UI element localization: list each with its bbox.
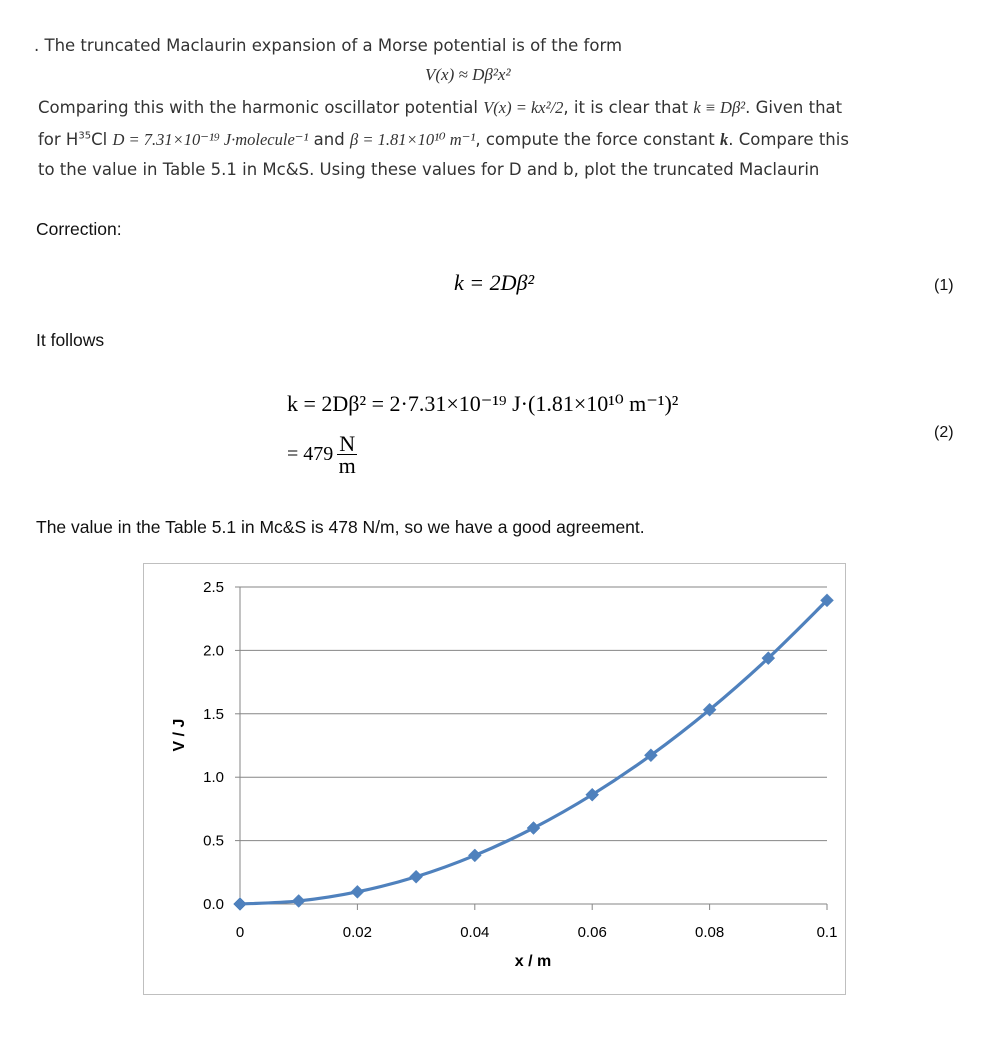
problem-line-3-text-f: , compute the force constant: [475, 130, 720, 149]
x-axis-label: x / m: [514, 953, 552, 970]
harmonic-potential-formula: V(x) = kx²/2: [483, 98, 564, 117]
unit-numerator: N: [339, 431, 356, 456]
problem-line-3-text-a: for H: [38, 130, 79, 149]
y-tick-label: 1.5: [203, 705, 224, 723]
y-tick-label: 0.0: [203, 896, 224, 913]
data-point-marker: [234, 898, 247, 911]
series-line: [240, 600, 827, 904]
equation-1: k = 2Dβ²: [454, 270, 535, 295]
data-point-marker: [292, 894, 305, 907]
x-tick-label: 0: [235, 924, 245, 941]
k-symbol: k: [719, 130, 729, 149]
y-tick-label: 1.0: [203, 769, 224, 787]
y-tick-label: 0.5: [203, 832, 224, 850]
problem-line-2-text-c: , it is clear that: [563, 98, 694, 117]
conclusion-text: The value in the Table 5.1 in Mc&S is 478 N/m, so we have a good agreement.: [36, 517, 645, 537]
problem-line-4: to the value in Table 5.1 in Mc&S. Using these values for D and b, plot the truncated Maclaurin: [38, 160, 820, 179]
equation-1-number: (1): [934, 277, 954, 294]
k-definition-formula: k ≡ Dβ²: [693, 98, 746, 117]
x-tick-label: 0.06: [577, 924, 607, 941]
data-point-marker: [468, 849, 481, 862]
it-follows-label: It follows: [36, 330, 105, 350]
problem-line-1: . The truncated Maclaurin expansion of a Morse potential is of the form: [34, 36, 623, 55]
y-tick-label: 2.5: [203, 579, 224, 596]
problem-line-3-text-d: and: [308, 130, 350, 149]
d-value-formula: D = 7.31×10⁻¹⁹ J·molecule⁻¹: [112, 130, 309, 149]
unit-denominator: m: [338, 453, 356, 478]
x-tick-label: 0.02: [342, 924, 373, 941]
problem-formula: V(x) ≈ Dβ²x²: [425, 65, 511, 84]
equation-2-number: (2): [934, 424, 954, 441]
problem-line-3-text-g: . Compare this: [728, 130, 849, 149]
beta-value-formula: β = 1.81×10¹⁰ m⁻¹: [349, 130, 476, 149]
data-point-marker: [351, 885, 364, 898]
x-tick-label: 0.1: [816, 924, 838, 941]
equation-2-value: = 479: [287, 443, 334, 465]
isotope-superscript: 35: [78, 130, 92, 142]
problem-line-3-text-b: Cl: [91, 130, 113, 149]
x-tick-label: 0.08: [694, 924, 725, 941]
data-point-marker: [527, 822, 540, 835]
problem-line-2-text-e: . Given that: [745, 98, 843, 117]
data-point-marker: [410, 870, 423, 883]
y-axis-label: V / J: [171, 718, 188, 752]
y-tick-label: 2.0: [203, 642, 224, 660]
correction-label: Correction:: [36, 219, 122, 239]
equation-2-line-1: k = 2Dβ² = 2·7.31×10⁻¹⁹ J·(1.81×10¹⁰ m⁻¹)²: [287, 391, 679, 416]
problem-line-2-text-a: Comparing this with the harmonic oscillator potential: [38, 98, 484, 117]
x-tick-label: 0.04: [460, 924, 490, 941]
